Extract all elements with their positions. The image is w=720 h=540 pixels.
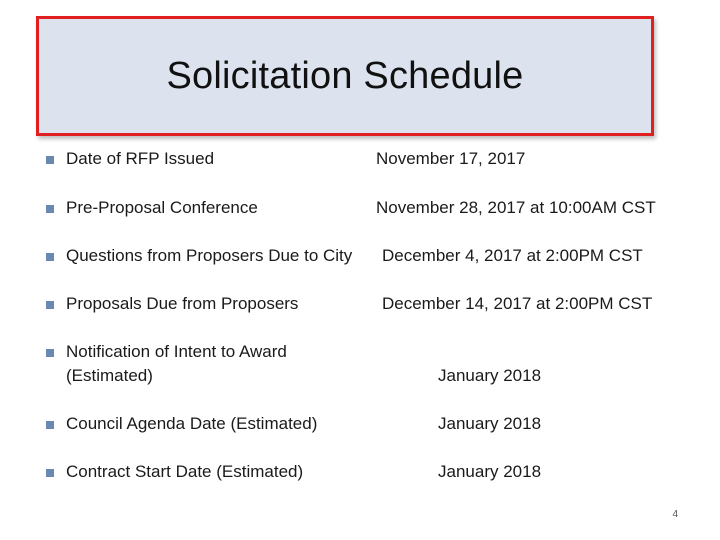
schedule-item [46, 147, 686, 171]
bullet-icon [46, 469, 54, 477]
bullet-icon [46, 253, 54, 261]
schedule-item [46, 460, 686, 484]
schedule-item [46, 412, 686, 436]
schedule-item-date: December 14, 2017 at 2:00PM CST [382, 294, 653, 313]
bullet-icon [46, 205, 54, 213]
schedule-item-date: January 2018 [438, 414, 542, 433]
title-banner [36, 16, 654, 136]
bullet-icon [46, 301, 54, 309]
bullet-icon [46, 421, 54, 429]
schedule-item-label-continued: (Estimated) [66, 366, 153, 385]
schedule-item-label: Questions from Proposers Due to City [66, 246, 353, 265]
schedule-item [46, 292, 686, 316]
schedule-item-label: Date of RFP Issued [66, 149, 215, 168]
schedule-item-date: November 28, 2017 at 10:00AM CST [376, 198, 656, 217]
schedule-item-label: Notification of Intent to Award [66, 342, 287, 361]
schedule-item-date: January 2018 [438, 366, 542, 385]
schedule-item-label: Pre-Proposal Conference [66, 198, 258, 217]
schedule-item-date: November 17, 2017 [376, 149, 526, 168]
schedule-item [46, 340, 686, 388]
page-number: 4 [672, 509, 678, 520]
schedule-item-label: Council Agenda Date (Estimated) [66, 414, 318, 433]
schedule-item-label: Contract Start Date (Estimated) [66, 462, 304, 481]
bullet-icon [46, 349, 54, 357]
schedule-item [46, 244, 686, 268]
schedule-item-label: Proposals Due from Proposers [66, 294, 299, 313]
schedule-item-date: December 4, 2017 at 2:00PM CST [382, 246, 643, 265]
bullet-icon [46, 156, 54, 164]
slide-title: Solicitation Schedule [166, 54, 524, 97]
schedule-item-date: January 2018 [438, 462, 542, 481]
schedule-item [46, 196, 686, 220]
